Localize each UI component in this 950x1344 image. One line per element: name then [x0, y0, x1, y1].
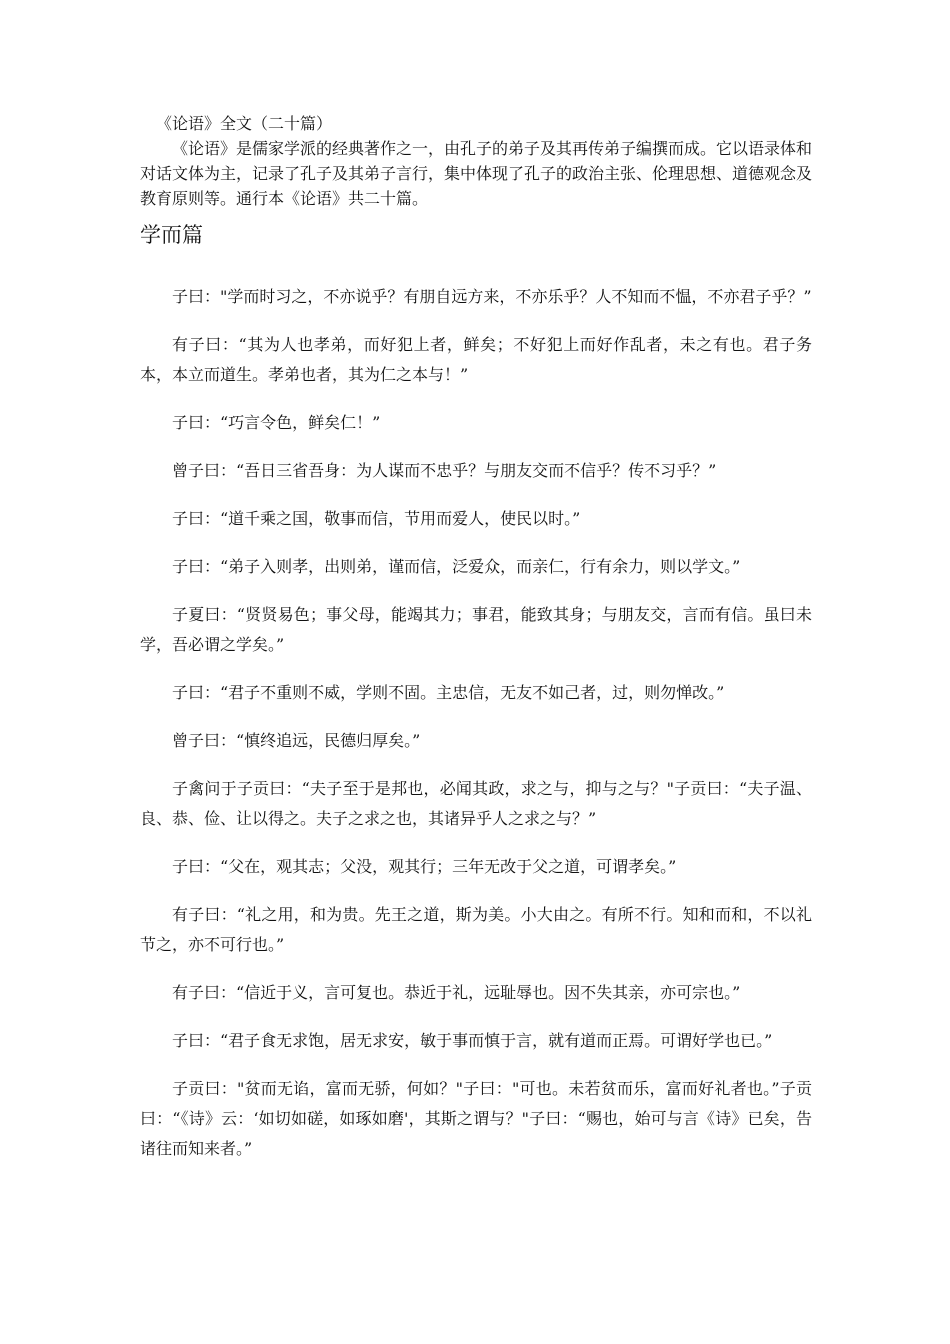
passage: 有子曰：“其为人也孝弟，而好犯上者，鲜矣；不好犯上而好作乱者，未之有也。君子务本，本立而道生。孝弟也者，其为仁之本与！” — [140, 335, 812, 384]
passage: 曾子曰：“慎终追远，民德归厚矣。” — [172, 731, 421, 750]
passage: 子曰：“道千乘之国，敬事而信，节用而爱人，使民以时。” — [172, 509, 581, 528]
passage: 曾子曰：“吾日三省吾身：为人谋而不忠乎？与朋友交而不信乎？传不习乎？” — [172, 461, 717, 480]
document-intro: 《论语》是儒家学派的经典著作之一，由孔子的弟子及其再传弟子编撰而成。它以语录体和对话文体为主，记录了孔子及其弟子言行，集中体现了孔子的政治主张、伦理思想、道德观念及教育原则等。通行本《论语》共二十篇。 — [140, 139, 813, 208]
chapter-title: 学而篇 — [140, 223, 203, 247]
passage: 子曰：“弟子入则孝，出则弟，谨而信，泛爱众，而亲仁，行有余力，则以学文。” — [172, 557, 741, 576]
passage: 子曰：“父在，观其志；父没，观其行；三年无改于父之道，可谓孝矣。” — [172, 857, 677, 876]
passage: 有子曰：“礼之用，和为贵。先王之道，斯为美。小大由之。有所不行。知和而和，不以礼节之，亦不可行也。” — [140, 905, 812, 954]
passage: 子曰："学而时习之，不亦说乎？有朋自远方来，不亦乐乎？人不知而不愠，不亦君子乎？” — [172, 287, 812, 306]
passage: 子贡曰："贫而无谄，富而无骄，何如？"子曰："可也。未若贫而乐，富而好礼者也。”子贡曰：“《诗》云：‘如切如磋，如琢如磨'，其斯之谓与？"子曰：“赐也，始可与言《诗》已矣，告诸往而知来者。” — [140, 1079, 812, 1158]
passage-list — [140, 282, 812, 1164]
passage: 有子曰：“信近于义，言可复也。恭近于礼，远耻辱也。因不失其亲，亦可宗也。” — [172, 983, 741, 1002]
passage: 子曰：“君子不重则不威，学则不固。主忠信，无友不如己者，过，则勿惮改。” — [172, 683, 725, 702]
document-page — [140, 112, 812, 1182]
document-title: 《论语》全文（二十篇） — [156, 114, 333, 133]
passage: 子夏曰：“贤贤易色；事父母，能竭其力；事君，能致其身；与朋友交，言而有信。虽曰未学，吾必谓之学矣。” — [140, 605, 812, 654]
passage: 子曰：“巧言令色，鲜矣仁！” — [172, 413, 381, 432]
passage: 子曰：“君子食无求饱，居无求安，敏于事而慎于言，就有道而正焉。可谓好学也已。” — [172, 1031, 773, 1050]
passage: 子禽问于子贡曰：“夫子至于是邦也，必闻其政，求之与，抑与之与？"子贡曰：“夫子温、良、恭、俭、让以得之。夫子之求之也，其诸异乎人之求之与？” — [140, 779, 812, 828]
